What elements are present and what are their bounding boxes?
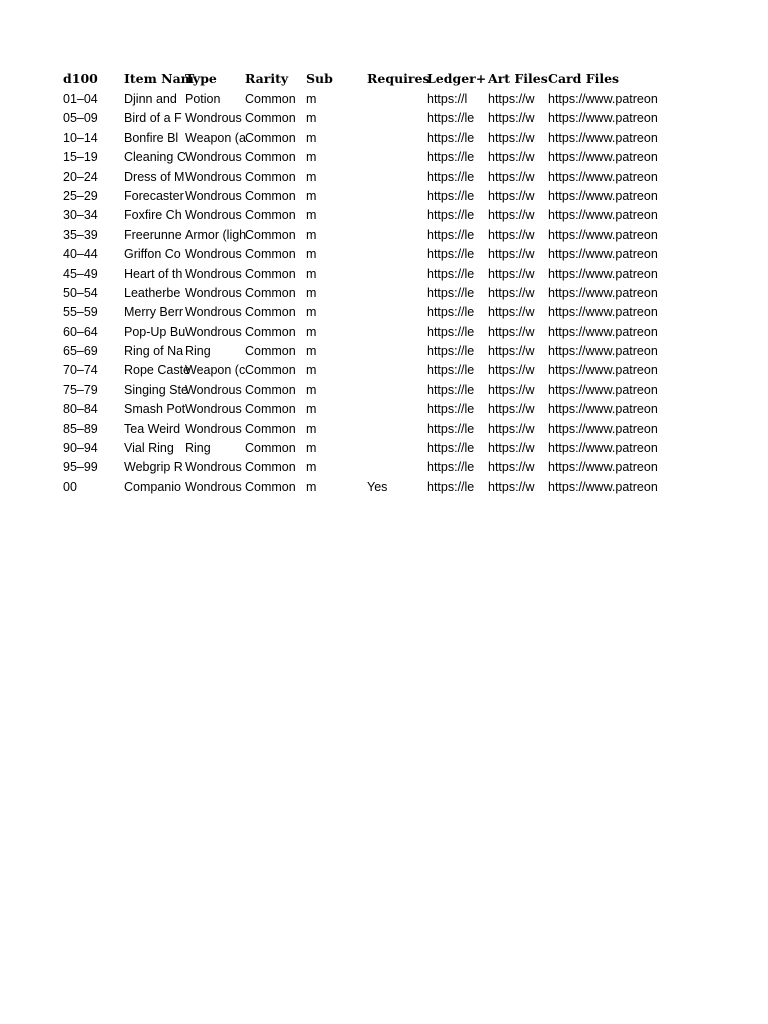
cell-ledger-link[interactable]: https://le <box>427 227 475 242</box>
cell-sub: m <box>306 169 317 184</box>
cell-card-files-link[interactable]: https://www.patreon <box>548 92 658 106</box>
cell-d100: 00 <box>63 479 77 494</box>
cell-ledger-link[interactable]: https://le <box>427 266 475 281</box>
cell-art-files-link[interactable]: https://w <box>488 247 535 262</box>
cell-art-files-link[interactable]: https://w <box>488 402 535 417</box>
cell-art-files-link[interactable]: https://w <box>488 111 535 126</box>
cell-card-files-link[interactable]: https://www.patreon <box>548 188 658 203</box>
cell-ledger-link[interactable]: https://le <box>427 382 475 397</box>
cell-d100: 50–54 <box>63 285 98 300</box>
cell-art-files-link[interactable]: https://w <box>488 227 535 242</box>
table-header-row <box>63 68 683 90</box>
cell-item-name: Forecaster <box>124 188 184 203</box>
cell-rarity: Common <box>245 479 296 494</box>
cell-sub: m <box>306 208 317 223</box>
cell-sub: m <box>306 460 317 475</box>
cell-rarity: Common <box>245 305 296 320</box>
cell-art-files-link[interactable]: https://w <box>488 266 535 281</box>
cell-type: Wondrous <box>185 324 242 339</box>
table-row <box>63 342 683 361</box>
cell-sub: m <box>306 111 317 126</box>
cell-card-files-link[interactable]: https://www.patreon <box>548 208 658 223</box>
cell-d100: 45–49 <box>63 266 98 281</box>
cell-rarity: Common <box>245 227 296 242</box>
cell-d100: 01–04 <box>63 92 98 106</box>
table-row <box>63 303 683 322</box>
cell-type: Wondrous <box>185 169 242 184</box>
cell-ledger-link[interactable]: https://le <box>427 324 475 339</box>
cell-type: Wondrous <box>185 285 242 300</box>
cell-d100: 20–24 <box>63 169 98 184</box>
cell-sub: m <box>306 247 317 262</box>
cell-item-name: Djinn and <box>124 92 177 106</box>
cell-d100: 80–84 <box>63 402 98 417</box>
table-row <box>63 400 683 419</box>
cell-art-files-link[interactable]: https://w <box>488 188 535 203</box>
cell-d100: 75–79 <box>63 382 98 397</box>
cell-sub: m <box>306 363 317 378</box>
cell-card-files-link[interactable]: https://www.patreon <box>548 402 658 417</box>
cell-d100: 85–89 <box>63 421 98 436</box>
cell-item-name: Singing Ste <box>124 382 188 397</box>
cell-d100: 65–69 <box>63 344 98 359</box>
cell-rarity: Common <box>245 402 296 417</box>
cell-type: Wondrous <box>185 402 242 417</box>
cell-sub: m <box>306 344 317 359</box>
cell-ledger-link[interactable]: https://l <box>427 92 468 106</box>
table-row <box>63 323 683 342</box>
cell-art-files-link[interactable]: https://w <box>488 169 535 184</box>
cell-ledger-link[interactable]: https://le <box>427 305 475 320</box>
cell-rarity: Common <box>245 363 296 378</box>
cell-art-files-link[interactable]: https://w <box>488 460 535 475</box>
cell-art-files-link[interactable]: https://w <box>488 92 535 106</box>
header-art-files: Art Files <box>488 71 548 86</box>
header-sub: Sub <box>306 71 333 86</box>
cell-item-name: Merry Berr <box>124 305 184 320</box>
item-table <box>63 68 683 497</box>
cell-card-files-link[interactable]: https://www.patreon <box>548 363 658 378</box>
cell-card-files-link[interactable]: https://www.patreon <box>548 169 658 184</box>
cell-sub: m <box>306 421 317 436</box>
cell-d100: 25–29 <box>63 188 98 203</box>
cell-card-files-link[interactable]: https://www.patreon <box>548 285 658 300</box>
table-row <box>63 226 683 245</box>
cell-sub: m <box>306 130 317 145</box>
table-row <box>63 148 683 167</box>
cell-item-name: Cleaning C <box>124 150 186 165</box>
cell-ledger-link[interactable]: https://le <box>427 460 475 475</box>
cell-type: Ring <box>185 441 211 456</box>
cell-item-name: Dress of M <box>124 169 185 184</box>
header-d100: d100 <box>63 71 98 86</box>
cell-ledger-link[interactable]: https://le <box>427 247 475 262</box>
cell-item-name: Leatherbe <box>124 285 181 300</box>
cell-ledger-link[interactable]: https://le <box>427 111 475 126</box>
cell-ledger-link[interactable]: https://le <box>427 130 475 145</box>
cell-ledger-link[interactable]: https://le <box>427 402 475 417</box>
cell-item-name: Rope Caste <box>124 363 191 378</box>
cell-item-name: Heart of th <box>124 266 183 281</box>
cell-item-name: Tea Weird <box>124 421 181 436</box>
table-row <box>63 187 683 206</box>
header-card-files: Card Files <box>548 71 620 86</box>
cell-art-files-link[interactable]: https://w <box>488 305 535 320</box>
cell-rarity: Common <box>245 324 296 339</box>
cell-item-name: Pop-Up Bu <box>124 324 186 339</box>
cell-art-files-link[interactable]: https://w <box>488 324 535 339</box>
table-row <box>63 129 683 148</box>
header-type: Type <box>185 71 217 86</box>
table-row <box>63 439 683 458</box>
cell-type: Wondrous <box>185 382 242 397</box>
cell-art-files-link[interactable]: https://w <box>488 421 535 436</box>
cell-sub: m <box>306 266 317 281</box>
cell-rarity: Common <box>245 169 296 184</box>
cell-card-files-link[interactable]: https://www.patreon <box>548 382 658 397</box>
cell-d100: 70–74 <box>63 363 98 378</box>
cell-item-name: Bonfire Bl <box>124 130 179 145</box>
cell-requires: Yes <box>367 479 388 494</box>
cell-type: Wondrous <box>185 188 242 203</box>
cell-item-name: Vial Ring <box>124 441 174 456</box>
cell-rarity: Common <box>245 344 296 359</box>
cell-rarity: Common <box>245 382 296 397</box>
table-row <box>63 168 683 187</box>
cell-type: Weapon (a <box>185 130 246 145</box>
cell-art-files-link[interactable]: https://w <box>488 382 535 397</box>
cell-sub: m <box>306 479 317 494</box>
cell-sub: m <box>306 382 317 397</box>
table-row <box>63 245 683 264</box>
cell-type: Wondrous <box>185 305 242 320</box>
cell-card-files-link[interactable]: https://www.patreon <box>548 227 658 242</box>
table-row <box>63 458 683 477</box>
table-row <box>63 265 683 284</box>
cell-type: Wondrous <box>185 247 242 262</box>
cell-d100: 05–09 <box>63 111 98 126</box>
table-row <box>63 361 683 380</box>
cell-card-files-link[interactable]: https://www.patreon <box>548 305 658 320</box>
cell-rarity: Common <box>245 247 296 262</box>
cell-card-files-link[interactable]: https://www.patreon <box>548 344 658 359</box>
table-row <box>63 206 683 225</box>
cell-d100: 35–39 <box>63 227 98 242</box>
cell-rarity: Common <box>245 441 296 456</box>
cell-sub: m <box>306 188 317 203</box>
cell-d100: 90–94 <box>63 441 98 456</box>
cell-card-files-link[interactable]: https://www.patreon <box>548 111 658 126</box>
cell-art-files-link[interactable]: https://w <box>488 130 535 145</box>
cell-card-files-link[interactable]: https://www.patreon <box>548 479 658 494</box>
cell-card-files-link[interactable]: https://www.patreon <box>548 324 658 339</box>
header-requires: Requires <box>367 71 430 86</box>
cell-ledger-link[interactable]: https://le <box>427 169 475 184</box>
cell-rarity: Common <box>245 285 296 300</box>
cell-item-name: Freerunne <box>124 227 182 242</box>
cell-sub: m <box>306 324 317 339</box>
cell-sub: m <box>306 285 317 300</box>
cell-rarity: Common <box>245 150 296 165</box>
table-body <box>63 90 683 497</box>
cell-ledger-link[interactable]: https://le <box>427 188 475 203</box>
cell-type: Wondrous <box>185 479 242 494</box>
cell-type: Wondrous <box>185 421 242 436</box>
cell-rarity: Common <box>245 188 296 203</box>
cell-type: Ring <box>185 344 211 359</box>
cell-rarity: Common <box>245 92 296 106</box>
cell-item-name: Ring of Na <box>124 344 184 359</box>
header-item-name: Item Nam <box>124 71 194 86</box>
table-row <box>63 284 683 303</box>
cell-card-files-link[interactable]: https://www.patreon <box>548 421 658 436</box>
cell-d100: 95–99 <box>63 460 98 475</box>
cell-sub: m <box>306 305 317 320</box>
table-row <box>63 478 683 497</box>
cell-card-files-link[interactable]: https://www.patreon <box>548 266 658 281</box>
cell-type: Potion <box>185 92 221 106</box>
cell-ledger-link[interactable]: https://le <box>427 479 475 494</box>
cell-type: Wondrous <box>185 208 242 223</box>
cell-d100: 60–64 <box>63 324 98 339</box>
cell-sub: m <box>306 227 317 242</box>
cell-rarity: Common <box>245 460 296 475</box>
cell-d100: 30–34 <box>63 208 98 223</box>
table-row <box>63 90 683 109</box>
cell-ledger-link[interactable]: https://le <box>427 363 475 378</box>
cell-art-files-link[interactable]: https://w <box>488 344 535 359</box>
cell-art-files-link[interactable]: https://w <box>488 363 535 378</box>
cell-d100: 40–44 <box>63 247 98 262</box>
header-rarity: Rarity <box>245 71 289 86</box>
cell-card-files-link[interactable]: https://www.patreon <box>548 150 658 165</box>
cell-type: Wondrous <box>185 111 242 126</box>
cell-card-files-link[interactable]: https://www.patreon <box>548 247 658 262</box>
cell-d100: 15–19 <box>63 150 98 165</box>
cell-type: Wondrous <box>185 266 242 281</box>
cell-ledger-link[interactable]: https://le <box>427 208 475 223</box>
cell-item-name: Bird of a F <box>124 111 182 126</box>
cell-sub: m <box>306 150 317 165</box>
table-row <box>63 381 683 400</box>
cell-ledger-link[interactable]: https://le <box>427 441 475 456</box>
header-ledger: Ledger+ <box>427 71 487 86</box>
cell-ledger-link[interactable]: https://le <box>427 150 475 165</box>
cell-item-name: Companio <box>124 479 181 494</box>
cell-sub: m <box>306 441 317 456</box>
cell-rarity: Common <box>245 111 296 126</box>
cell-type: Armor (ligh <box>185 227 247 242</box>
cell-ledger-link[interactable]: https://le <box>427 421 475 436</box>
cell-art-files-link[interactable]: https://w <box>488 479 535 494</box>
cell-art-files-link[interactable]: https://w <box>488 441 535 456</box>
cell-rarity: Common <box>245 208 296 223</box>
cell-item-name: Foxfire Ch <box>124 208 182 223</box>
cell-d100: 55–59 <box>63 305 98 320</box>
cell-rarity: Common <box>245 421 296 436</box>
cell-art-files-link[interactable]: https://w <box>488 208 535 223</box>
cell-ledger-link[interactable]: https://le <box>427 285 475 300</box>
cell-item-name: Smash Pot <box>124 402 186 417</box>
cell-card-files-link[interactable]: https://www.patreon <box>548 130 658 145</box>
cell-card-files-link[interactable]: https://www.patreon <box>548 460 658 475</box>
cell-sub: m <box>306 92 317 106</box>
cell-art-files-link[interactable]: https://w <box>488 285 535 300</box>
cell-sub: m <box>306 402 317 417</box>
table-row <box>63 420 683 439</box>
cell-item-name: Webgrip R <box>124 460 183 475</box>
table-row <box>63 109 683 128</box>
cell-item-name: Griffon Co <box>124 247 181 262</box>
cell-type: Weapon (c <box>185 363 246 378</box>
cell-rarity: Common <box>245 266 296 281</box>
cell-card-files-link[interactable]: https://www.patreon <box>548 441 658 456</box>
cell-type: Wondrous <box>185 460 242 475</box>
cell-rarity: Common <box>245 130 296 145</box>
cell-d100: 10–14 <box>63 130 98 145</box>
cell-type: Wondrous <box>185 150 242 165</box>
cell-ledger-link[interactable]: https://le <box>427 344 475 359</box>
cell-art-files-link[interactable]: https://w <box>488 150 535 165</box>
